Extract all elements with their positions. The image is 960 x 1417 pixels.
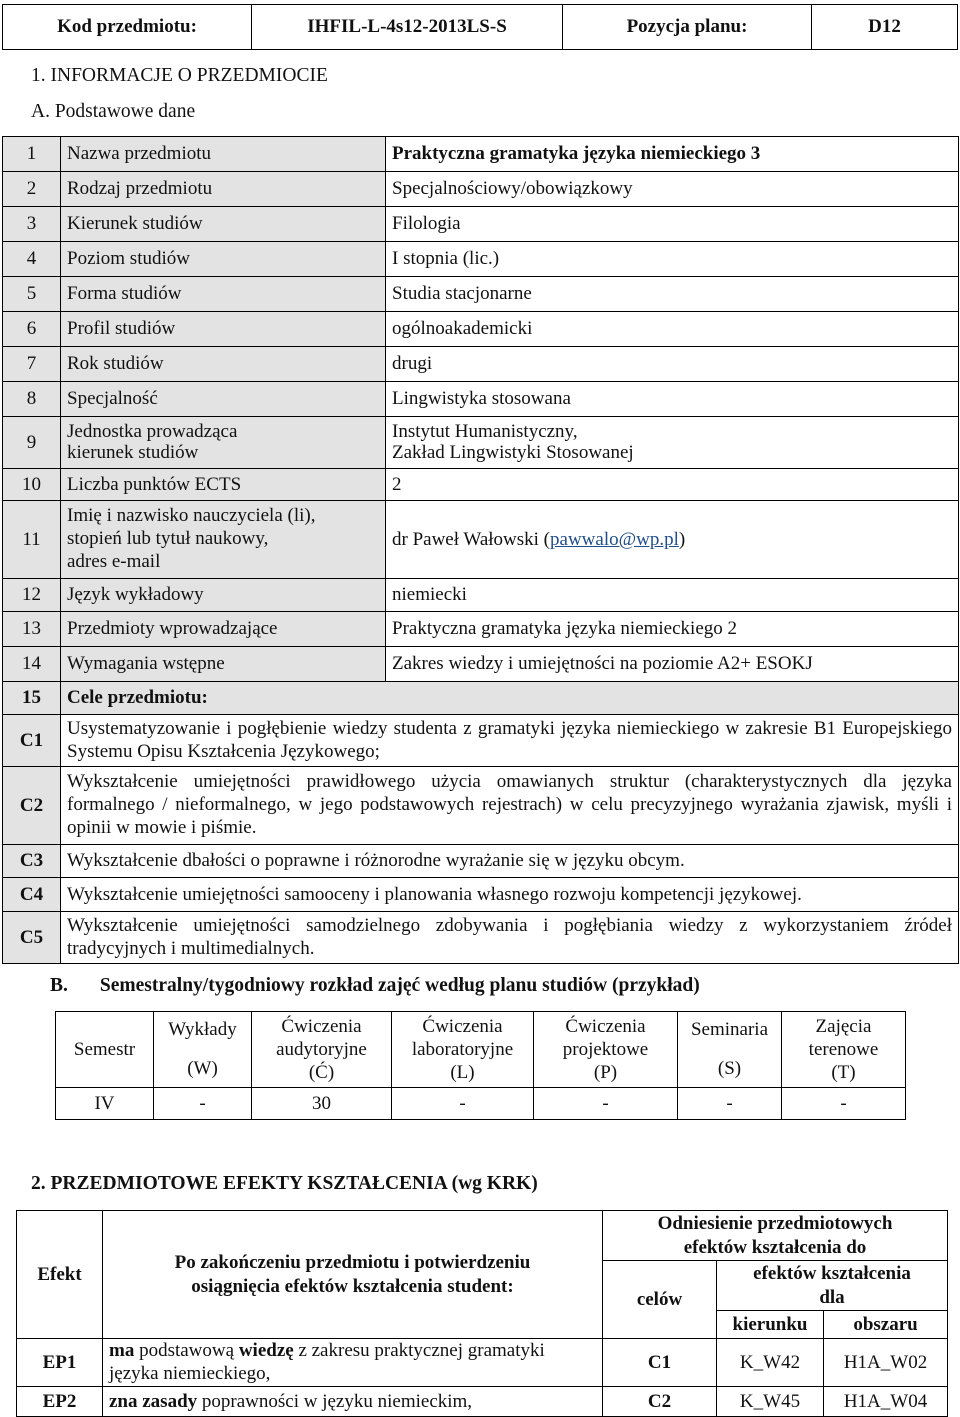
row-number: 5: [3, 277, 61, 312]
header-line: Ćwiczenia: [422, 1015, 503, 1037]
row-value: drugi: [386, 347, 959, 382]
table-row: [3, 347, 959, 382]
header-line: Odniesienie przedmiotowych: [657, 1213, 893, 1235]
effect-text: z zakresu praktycznej gramatyki języka niemieckiego,: [109, 1339, 545, 1384]
row-label: Poziom studiów: [61, 242, 386, 277]
goal-text: Usystematyzowanie i pogłębienie wiedzy studenta z gramatyki języka niemieckiego w zakresie B1 Europejskiego Systemu Opisu Kształcenia Językowego;: [61, 715, 959, 767]
row-value: [386, 501, 959, 579]
section-a-title: A. Podstawowe dane: [31, 101, 196, 122]
row-label-line: adres e-mail: [67, 550, 161, 572]
course-code-value: IHFIL-L-4s12-2013LS-S: [252, 5, 563, 50]
effects-col-reference: [603, 1211, 948, 1261]
row-label: Nazwa przedmiotu: [61, 137, 386, 172]
effect-bold: wiedzę: [238, 1339, 294, 1361]
row-number: 1: [3, 137, 61, 172]
table-row: [3, 579, 959, 612]
row-label-line: kierunek studiów: [67, 441, 199, 463]
header-line: Seminaria: [690, 1019, 769, 1041]
row-label: Język wykładowy: [61, 579, 386, 612]
schedule-cell: -: [678, 1088, 782, 1120]
row-value: 2: [386, 469, 959, 501]
row-value: [386, 417, 959, 469]
schedule-header-seminars: [678, 1012, 782, 1088]
header-line: Wykłady: [168, 1019, 237, 1041]
effect-text: podstawową: [134, 1339, 239, 1361]
schedule-header-field: [782, 1012, 906, 1088]
row-label: [61, 501, 386, 579]
row-value: Lingwistyka stosowana: [386, 382, 959, 417]
header-line: (W): [187, 1058, 218, 1080]
row-value: Praktyczna gramatyka języka niemieckiego 2: [386, 612, 959, 647]
section-b-text: Semestralny/tygodniowy rozkład zajęć według planu studiów (przykład): [99, 975, 700, 996]
header-line: Po zakończeniu przedmiotu i potwierdzeniu: [174, 1252, 531, 1274]
schedule-header-project: [534, 1012, 678, 1088]
goal-row: [3, 715, 959, 767]
table-row: [3, 312, 959, 347]
row-number: 9: [3, 417, 61, 469]
goals-title: Cele przedmiotu:: [61, 682, 959, 715]
row-number: 8: [3, 382, 61, 417]
header-line: projektowe: [562, 1038, 649, 1060]
row-number: 4: [3, 242, 61, 277]
effect-obszaru: H1A_W04: [824, 1387, 948, 1417]
goal-text: Wykształcenie umiejętności samooceny i planowania własnego rozwoju kompetencji językowej.: [61, 878, 959, 912]
effects-col-effect: Efekt: [17, 1211, 103, 1339]
row-label: Kierunek studiów: [61, 207, 386, 242]
header-line: dla: [819, 1286, 845, 1308]
row-label: Przedmioty wprowadzające: [61, 612, 386, 647]
table-row: [3, 277, 959, 312]
header-line: terenowe: [808, 1038, 879, 1060]
header-line: Zajęcia: [815, 1015, 872, 1037]
row-label-line: Imię i nazwisko nauczyciela (li),: [67, 505, 316, 527]
header-line: (Ć): [308, 1062, 335, 1084]
effect-text: poprawności w języku niemieckim,: [197, 1390, 473, 1412]
plan-position-value: D12: [812, 5, 958, 50]
row-number: 13: [3, 612, 61, 647]
goal-text: Wykształcenie dbałości o poprawne i różnorodne wyrażanie się w języku obcym.: [61, 845, 959, 878]
effects-table: [16, 1210, 948, 1417]
row-value-line: Zakład Lingwistyki Stosowanej: [392, 441, 634, 463]
goal-code: C1: [3, 715, 61, 767]
header-line: Ćwiczenia: [281, 1015, 362, 1037]
effect-bold: ma: [109, 1339, 135, 1361]
email-link[interactable]: pawwalo@wp.pl: [550, 528, 679, 550]
row-value: ogólnoakademicki: [386, 312, 959, 347]
header-line: osiągnięcia efektów kształcenia student:: [191, 1275, 514, 1297]
header-line: (L): [450, 1062, 475, 1084]
schedule-cell: IV: [56, 1088, 154, 1120]
header-line: (T): [831, 1062, 856, 1084]
row-label: [61, 417, 386, 469]
effects-col-description: [103, 1211, 603, 1339]
effect-obszaru: H1A_W02: [824, 1339, 948, 1387]
basic-data-table: [2, 136, 959, 964]
row-value: Zakres wiedzy i umiejętności na poziomie A2+ ESOKJ: [386, 647, 959, 682]
effects-row: [17, 1339, 948, 1387]
row-label-line: stopień lub tytuł naukowy,: [67, 528, 269, 550]
teacher-close-paren: ): [678, 528, 686, 550]
header-line: efektów kształcenia do: [683, 1236, 867, 1258]
goal-code: C5: [3, 912, 61, 964]
schedule-header-laboratory: [392, 1012, 534, 1088]
effects-col-obszaru: obszaru: [824, 1311, 948, 1339]
schedule-row: [56, 1088, 906, 1120]
row-label: Profil studiów: [61, 312, 386, 347]
schedule-header-row: [56, 1012, 906, 1088]
row-value: Filologia: [386, 207, 959, 242]
section-1-title: 1. INFORMACJE O PRZEDMIOCIE: [31, 65, 328, 86]
schedule-table: [55, 1011, 906, 1120]
row-value: niemiecki: [386, 579, 959, 612]
effect-code: EP2: [17, 1387, 103, 1417]
row-value: I stopnia (lic.): [386, 242, 959, 277]
table-row: [3, 417, 959, 469]
header-line: (S): [717, 1058, 742, 1080]
table-row: [3, 469, 959, 501]
effects-col-effects: [717, 1261, 948, 1311]
schedule-header-lectures: [154, 1012, 252, 1088]
row-value: Praktyczna gramatyka języka niemieckiego 3: [386, 137, 959, 172]
row-number: 12: [3, 579, 61, 612]
goal-text: Wykształcenie umiejętności samodzielnego zdobywania i pogłębiania wiedzy z wykorzystaniem źródeł tradycyjnych i multimedialnych.: [61, 912, 959, 964]
header-line: (P): [593, 1062, 618, 1084]
table-row: [3, 137, 959, 172]
goals-header-row: [3, 682, 959, 715]
header-line: efektów kształcenia: [753, 1263, 911, 1285]
effects-col-goals: celów: [603, 1261, 717, 1339]
goal-row: [3, 912, 959, 964]
effect-description: [103, 1339, 603, 1387]
row-number: 2: [3, 172, 61, 207]
row-number: 6: [3, 312, 61, 347]
table-row: [3, 207, 959, 242]
row-label: Wymagania wstępne: [61, 647, 386, 682]
section-b-letter: B.: [50, 975, 68, 996]
schedule-header-auditory: [252, 1012, 392, 1088]
goal-code: C3: [3, 845, 61, 878]
goal-code: C2: [3, 767, 61, 845]
goal-row: [3, 845, 959, 878]
schedule-cell: 30: [252, 1088, 392, 1120]
goal-row: [3, 878, 959, 912]
effect-bold: zna zasady: [109, 1390, 198, 1412]
header-line: audytoryjne: [276, 1038, 367, 1060]
teacher-name: dr Paweł Wałowski (: [392, 528, 551, 550]
section-b-title: [50, 975, 700, 997]
row-label-line: Jednostka prowadząca: [67, 420, 238, 442]
effect-goal: C2: [603, 1387, 717, 1417]
row-label: Rodzaj przedmiotu: [61, 172, 386, 207]
row-number: 11: [3, 501, 61, 579]
row-label: Specjalność: [61, 382, 386, 417]
effect-code: EP1: [17, 1339, 103, 1387]
course-code-label: Kod przedmiotu:: [3, 5, 252, 50]
row-value-line: Instytut Humanistyczny,: [392, 420, 578, 442]
header-line: Ćwiczenia: [565, 1015, 646, 1037]
effect-goal: C1: [603, 1339, 717, 1387]
row-value: Studia stacjonarne: [386, 277, 959, 312]
table-row: [3, 382, 959, 417]
goal-text: Wykształcenie umiejętności prawidłowego użycia omawianych struktur (charakterystycznych dla języka formalnego / nieformalnego, w jego podstawowych rejestrach) w celu precyzyjnego wyrażania zjawisk, myśli i opinii w mowie i piśmie.: [61, 767, 959, 845]
schedule-cell: -: [154, 1088, 252, 1120]
row-number: 10: [3, 469, 61, 501]
plan-position-label: Pozycja planu:: [563, 5, 812, 50]
schedule-header-semester: Semestr: [56, 1012, 154, 1088]
row-label: Forma studiów: [61, 277, 386, 312]
effect-kierunku: K_W45: [717, 1387, 824, 1417]
schedule-cell: -: [392, 1088, 534, 1120]
row-number: 14: [3, 647, 61, 682]
row-number: 7: [3, 347, 61, 382]
row-number: 3: [3, 207, 61, 242]
section-2-title: 2. PRZEDMIOTOWE EFEKTY KSZTAŁCENIA (wg KRK): [31, 1173, 538, 1194]
row-value: Specjalnościowy/obowiązkowy: [386, 172, 959, 207]
goal-row: [3, 767, 959, 845]
table-row: [3, 242, 959, 277]
goal-code: C4: [3, 878, 61, 912]
table-row: [3, 172, 959, 207]
table-row: [3, 612, 959, 647]
effects-row: [17, 1387, 948, 1417]
schedule-cell: -: [782, 1088, 906, 1120]
schedule-cell: -: [534, 1088, 678, 1120]
row-label: Liczba punktów ECTS: [61, 469, 386, 501]
row-label: Rok studiów: [61, 347, 386, 382]
effect-description: [103, 1387, 603, 1417]
header-line: laboratoryjne: [411, 1038, 514, 1060]
goals-number: 15: [3, 682, 61, 715]
effects-col-kierunku: kierunku: [717, 1311, 824, 1339]
effects-header-row: [17, 1211, 948, 1261]
header-table: [2, 4, 958, 50]
effect-kierunku: K_W42: [717, 1339, 824, 1387]
table-row: [3, 647, 959, 682]
table-row: [3, 501, 959, 579]
